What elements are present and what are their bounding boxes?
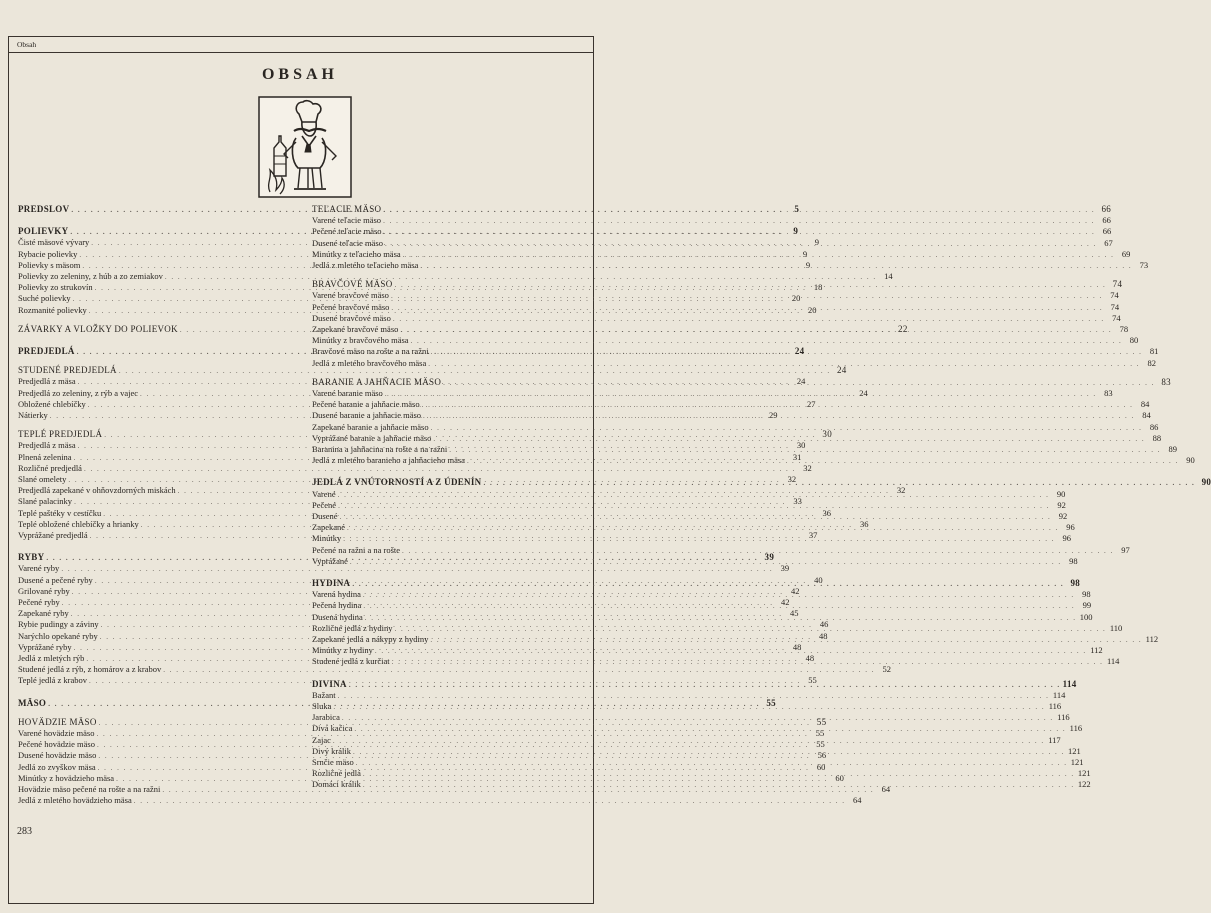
toc-entry-label: Srnčie mäso <box>312 757 354 767</box>
toc-entry-label: Pečené ryby <box>18 597 60 607</box>
toc-entry-label: BRAVČOVÉ MÄSO <box>312 279 393 290</box>
toc-entry-label: Vyprážané predjedlá <box>18 530 88 540</box>
dot-leader <box>392 657 1104 668</box>
toc-entry-label: Divá kačica <box>312 723 353 734</box>
toc-entry-page: 48 <box>805 653 815 663</box>
toc-entry-page: 27 <box>806 398 816 409</box>
toc-entry-label: Rybie pudingy a záviny <box>18 619 99 630</box>
dot-leader <box>134 796 846 807</box>
toc-entry-page: 74 <box>1110 290 1119 301</box>
toc-entry-label: Sluka <box>312 701 332 711</box>
toc-entry-page: 42 <box>790 585 800 596</box>
toc-entry-label: Divý králik <box>312 745 351 756</box>
toc-entry-page: 55 <box>808 675 817 686</box>
toc-entry-page: 83 <box>1161 376 1171 387</box>
toc-entry-label: Hovädzie mäso pečené na rošte a na ražni <box>18 784 161 794</box>
toc-entry-page: 5 <box>794 204 800 214</box>
toc-entry-page: 66 <box>1102 226 1112 237</box>
toc-entry-label: Bravčové mäso na rošte a na ražni <box>312 346 429 357</box>
toc-entry-page: 116 <box>1048 701 1062 711</box>
toc-entry-label: Jedlá z mletého teľacieho mäsa <box>312 260 419 270</box>
toc-entry <box>18 563 790 574</box>
toc-entry-label: Pečené na ražni a na rošte <box>312 544 401 555</box>
toc-entry-label: Jedlá zo zvyškov mäsa <box>18 761 96 772</box>
toc-entry-page: 24 <box>837 365 847 376</box>
toc-entry-label: Čisté mäsové vývary <box>18 237 90 248</box>
toc-entry-page: 100 <box>1079 611 1093 622</box>
toc-entry-label: Dusené bravčové mäso <box>312 312 391 323</box>
dot-leader <box>363 780 1075 791</box>
toc-entry-label: Predjedlá z mäsa <box>18 376 76 387</box>
toc-entry-page: 78 <box>1119 324 1129 334</box>
toc-entry-label: Vyprážané baranie a jahňacie mäso <box>312 432 432 443</box>
toc-entry-label: Nátierky <box>18 410 48 420</box>
toc-entry-label: Suché polievky <box>18 293 71 304</box>
toc-entry-page: 98 <box>1069 555 1078 566</box>
toc-entry <box>312 421 1159 433</box>
toc-entry-label: Zapekané ryby <box>18 608 69 619</box>
toc-entry-page: 30 <box>796 440 806 451</box>
toc-entry-label: Varené ryby <box>18 563 60 574</box>
toc-entry <box>312 237 1113 249</box>
toc-entry-page: 30 <box>822 429 832 440</box>
toc-entry-label: Jedlá z mletého bravčového mäsa <box>312 357 427 368</box>
toc-entry-label: JEDLÁ Z VNÚTORNOSTÍ A Z ÚDENÍN <box>312 477 482 488</box>
toc-entry-page: 48 <box>819 630 828 641</box>
toc-entry-page: 55 <box>816 739 825 750</box>
toc-entry-label: Zajac <box>312 734 331 745</box>
dot-leader <box>467 456 1179 467</box>
toc-entry-page: 60 <box>816 761 826 772</box>
dot-leader <box>428 359 1140 370</box>
toc-entry-page: 121 <box>1077 768 1091 779</box>
chef-illustration <box>258 96 352 198</box>
toc-entry <box>312 335 1139 346</box>
toc-entry-page: 112 <box>1145 634 1159 644</box>
toc-entry-label: Studené jedlá z rýb, z homárov a z krabov <box>18 664 162 675</box>
toc-entry-label: Teplé jedlá z krabov <box>18 675 88 686</box>
toc-entry-label: Jedlá z mletého baranieho a jahňacieho mäsa <box>312 455 465 466</box>
toc-entry-page: 84 <box>1142 410 1151 421</box>
toc-entry-page: 60 <box>835 772 844 783</box>
toc-entry-label: Polievky s mäsom <box>18 259 81 270</box>
toc-entry <box>312 689 1066 701</box>
toc-entry-label: Varené <box>312 488 336 499</box>
toc-entry-label: Varené hovädzie mäso <box>18 728 95 738</box>
toc-entry-page: 37 <box>808 530 818 540</box>
toc-entry-label: Varené teľacie mäso <box>312 215 382 226</box>
toc-entry-label: Dusené <box>312 511 338 521</box>
toc-entry <box>312 226 1112 237</box>
toc-entry-label: Domáci králik <box>312 779 361 790</box>
toc-entry-label: Pečené baranie a jahňacie mäso <box>312 399 420 410</box>
toc-entry-page: 114 <box>1062 678 1077 689</box>
toc-entry-page: 122 <box>1077 779 1091 790</box>
toc-entry <box>312 544 1130 556</box>
toc-entry-label: Teplé paštéky v cestíčku <box>18 507 102 518</box>
toc-entry-page: 80 <box>1129 335 1139 346</box>
toc-entry <box>18 271 893 282</box>
toc-entry-page: 92 <box>1057 499 1066 510</box>
toc-entry-page: 20 <box>791 293 801 304</box>
toc-entry-label: Jedlá z mletých rýb <box>18 653 85 663</box>
toc-entry-label: Jarabica <box>312 712 340 723</box>
toc-entry-label: BARANIE A JAHŇACIE MÄSO <box>312 376 442 387</box>
toc-entry-page: 82 <box>1147 357 1156 368</box>
toc-entry-label: STUDENÉ PREDJEDLÁ <box>18 365 117 376</box>
toc-entry-page: 84 <box>1140 399 1150 410</box>
toc-entry-label: Minútky z hydiny <box>312 645 373 656</box>
toc-entry-page: 98 <box>1082 589 1091 600</box>
toc-entry-page: 36 <box>859 518 869 529</box>
toc-entry-page: 67 <box>1104 237 1113 248</box>
toc-entry-label: Jedlá z mletého hovädzieho mäsa <box>18 795 132 806</box>
toc-entry-page: 9 <box>805 259 811 270</box>
toc-entry-label: Varené bravčové mäso <box>312 290 389 301</box>
toc-entry-label: Dusené a pečené ryby <box>18 574 93 585</box>
page-number: 283 <box>17 826 32 837</box>
toc-entry-page: 20 <box>807 304 817 315</box>
toc-entry-page: 112 <box>1090 645 1103 656</box>
toc-entry-label: PREDSLOV <box>18 204 70 214</box>
toc-entry-page: 116 <box>1057 712 1070 723</box>
toc-entry-label: Narýchlo opekané ryby <box>18 630 98 641</box>
toc-entry-page: 98 <box>1070 578 1081 588</box>
toc-entry-label: PREDJEDLÁ <box>18 346 75 356</box>
toc-entry-label: Grilované ryby <box>18 585 70 596</box>
toc-entry-page: 66 <box>1101 204 1112 214</box>
toc-entry-label: Rybacie polievky <box>18 248 78 259</box>
toc-entry-page: 14 <box>884 271 893 281</box>
toc-entry-page: 74 <box>1112 279 1123 290</box>
toc-entry-page: 117 <box>1048 734 1061 745</box>
toc-entry-label: Pečené hovädzie mäso <box>18 739 95 750</box>
toc-entry-label: Minútky z bravčového mäsa <box>312 335 409 346</box>
toc-entry <box>18 462 812 474</box>
toc-entry-label: Pečené teľacie mäso <box>312 226 382 237</box>
toc-entry-page: 39 <box>764 552 775 563</box>
toc-entry-page: 22 <box>898 323 908 334</box>
toc-entry <box>18 664 892 675</box>
running-header: Obsah <box>17 40 37 49</box>
toc-entry-page: 9 <box>814 237 820 248</box>
toc-entry-label: Vyprážané <box>312 555 348 566</box>
toc-entry-page: 66 <box>1102 215 1111 226</box>
toc-entry-page: 90 <box>1186 455 1195 466</box>
toc-entry-label: Varené baranie mäso <box>312 388 383 398</box>
toc-entry-page: 48 <box>792 641 802 652</box>
toc-entry-page: 99 <box>1082 600 1092 611</box>
dot-leader <box>350 557 1062 568</box>
toc-entry-page: 74 <box>1112 312 1121 323</box>
toc-entry-label: Dusené baranie a jahňacie mäso <box>312 410 422 421</box>
toc-entry-page: 46 <box>819 619 829 630</box>
toc-entry-label: Pečená hydina <box>312 600 362 611</box>
toc-entry-label: Zapekané <box>312 522 346 533</box>
toc-entry-page: 81 <box>1149 346 1159 357</box>
toc-entry-label: Polievky zo zeleniny, z húb a zo zemiakov <box>18 271 163 281</box>
toc-entry-label: MÄSO <box>18 697 47 708</box>
toc-entry-page: 36 <box>822 507 831 518</box>
toc-entry-label: Slané omelety <box>18 474 67 484</box>
toc-entry-label: Pečené <box>312 499 337 510</box>
toc-entry-label: Zapekané baranie a jahňacie mäso <box>312 421 429 432</box>
toc-entry-page: 55 <box>816 716 827 727</box>
toc-entry-page: 121 <box>1067 745 1081 756</box>
toc-entry-page: 96 <box>1066 522 1075 533</box>
toc-entry-label: Pečené bravčové mäso <box>312 301 390 312</box>
toc-entry <box>312 312 1121 324</box>
toc-entry-page: 29 <box>769 410 778 420</box>
toc-entry-page: 45 <box>790 608 799 619</box>
toc-entry-page: 90 <box>1056 488 1066 499</box>
toc-entry-label: Slané palacinky <box>18 496 73 507</box>
toc-entry-label: Polievky zo strukovín <box>18 282 93 293</box>
dot-leader <box>420 261 1132 272</box>
toc-entry-page: 32 <box>896 485 906 496</box>
toc-entry-page: 56 <box>817 750 827 761</box>
toc-entry-label: Rozličné predjedlá <box>18 462 82 473</box>
toc-entry-label: Minútky z teľacieho mäsa <box>312 248 401 259</box>
toc-entry-page: 69 <box>1121 248 1131 259</box>
toc-entry-page: 88 <box>1152 432 1162 443</box>
toc-entry-label: Plnená zelenina <box>18 451 72 462</box>
toc-entry-page: 89 <box>1168 444 1177 454</box>
toc-entry-label: Bažant <box>312 689 336 700</box>
toc-entry-page: 97 <box>1121 544 1130 555</box>
toc-entry-page: 73 <box>1139 260 1149 270</box>
toc-entry-label: Baranina a jahňacina na rošte a na ražni <box>312 444 448 454</box>
page-title: OBSAH <box>261 66 338 83</box>
toc-entry-page: 18 <box>813 282 823 293</box>
toc-entry-label: POLIEVKY <box>18 226 69 237</box>
toc-subsection-heading <box>312 204 1112 215</box>
toc-entry-page: 31 <box>792 451 802 462</box>
toc-entry-page: 9 <box>802 248 808 259</box>
toc-entry-label: Predjedlá zo zeleniny, z rýb a vajec <box>18 387 139 398</box>
toc-entry-page: 64 <box>853 795 862 806</box>
header-rule <box>8 52 594 53</box>
toc-entry-label: Rozličné jedlá z hydiny <box>312 622 393 633</box>
toc-entry-label: TEĽACIE MÄSO <box>312 204 382 214</box>
toc-entry-label: Rozličné jedlá <box>312 768 361 779</box>
toc-entry-label: Teplé obložené chlebíčky a hrianky <box>18 518 139 529</box>
toc-entry-page: 32 <box>803 462 812 473</box>
toc-entry <box>312 248 1131 260</box>
toc-entry-page: 52 <box>882 664 892 675</box>
toc-entry-label: RYBY <box>18 552 45 563</box>
toc-entry-label: Predjedlá zapekané v ohňovzdorných miskách <box>18 485 176 496</box>
toc-entry-label: Obložené chlebíčky <box>18 398 86 409</box>
toc-entry <box>312 260 1149 271</box>
toc-entry-label: Dusené hovädzie mäso <box>18 750 97 761</box>
toc-entry <box>312 215 1111 226</box>
toc-entry-page: 83 <box>1104 388 1113 398</box>
toc-entry-label: HOVÄDZIE MÄSO <box>18 716 97 727</box>
toc-entry-page: 24 <box>794 346 805 356</box>
toc-entry-page: 114 <box>1052 689 1066 700</box>
toc-entry-label: Dusené teľacie mäso <box>312 237 383 248</box>
toc-entry-label: Studené jedlá z kurčiat <box>312 656 390 667</box>
toc-entry-page: 55 <box>766 697 776 708</box>
toc-entry-page: 40 <box>814 574 823 585</box>
toc-entry-page: 64 <box>881 784 891 794</box>
toc-entry-page: 116 <box>1069 723 1083 734</box>
toc-entry-page: 96 <box>1062 533 1072 544</box>
toc-subsection-heading <box>18 365 847 376</box>
toc-entry-label: ZÁVARKY A VLOŽKY DO POLIEVOK <box>18 323 178 334</box>
toc-entry-page: 9 <box>793 226 799 237</box>
toc-entry <box>312 357 1156 369</box>
toc-entry-page: 55 <box>815 728 825 738</box>
toc-entry-label: Dusená hydina <box>312 611 363 622</box>
toc-entry-label: Minútky z hovädzieho mäsa <box>18 772 115 783</box>
toc-entry-label: Minútky <box>312 533 342 544</box>
toc-entry-page: 24 <box>796 376 806 387</box>
toc-entry-label: Varená hydina <box>312 589 361 600</box>
toc-entry-page: 114 <box>1106 656 1120 667</box>
toc-entry-page: 90 <box>1201 477 1211 488</box>
toc-entry-label: DIVINA <box>312 678 347 689</box>
toc-entry-label: Predjedlá z mäsa <box>18 440 76 451</box>
toc-entry-page: 121 <box>1070 757 1084 767</box>
toc-entry-label: HYDINA <box>312 578 351 588</box>
toc-entry-label: Zapekané bravčové mäso <box>312 324 399 334</box>
toc-entry-label: Vyprážané ryby <box>18 641 72 652</box>
toc-entry-label: Zapekané jedlá a nákypy z hydiny <box>312 634 429 644</box>
toc-entry-page: 33 <box>793 496 802 507</box>
toc-entry-page: 39 <box>780 563 790 574</box>
toc-entry-page: 110 <box>1109 622 1123 633</box>
toc-entry-page: 42 <box>781 597 790 607</box>
toc-entry-label: TEPLÉ PREDJEDLÁ <box>18 429 103 440</box>
dot-leader <box>483 478 1195 489</box>
toc-entry-page: 32 <box>787 474 797 484</box>
toc-entry-page: 24 <box>859 387 868 398</box>
toc-entry-page: 86 <box>1149 421 1159 432</box>
toc-entry-page: 92 <box>1058 511 1068 521</box>
toc-entry-label: Rozmanité polievky <box>18 304 87 315</box>
toc-entry-page: 74 <box>1110 301 1120 312</box>
toc-entry <box>18 795 862 806</box>
